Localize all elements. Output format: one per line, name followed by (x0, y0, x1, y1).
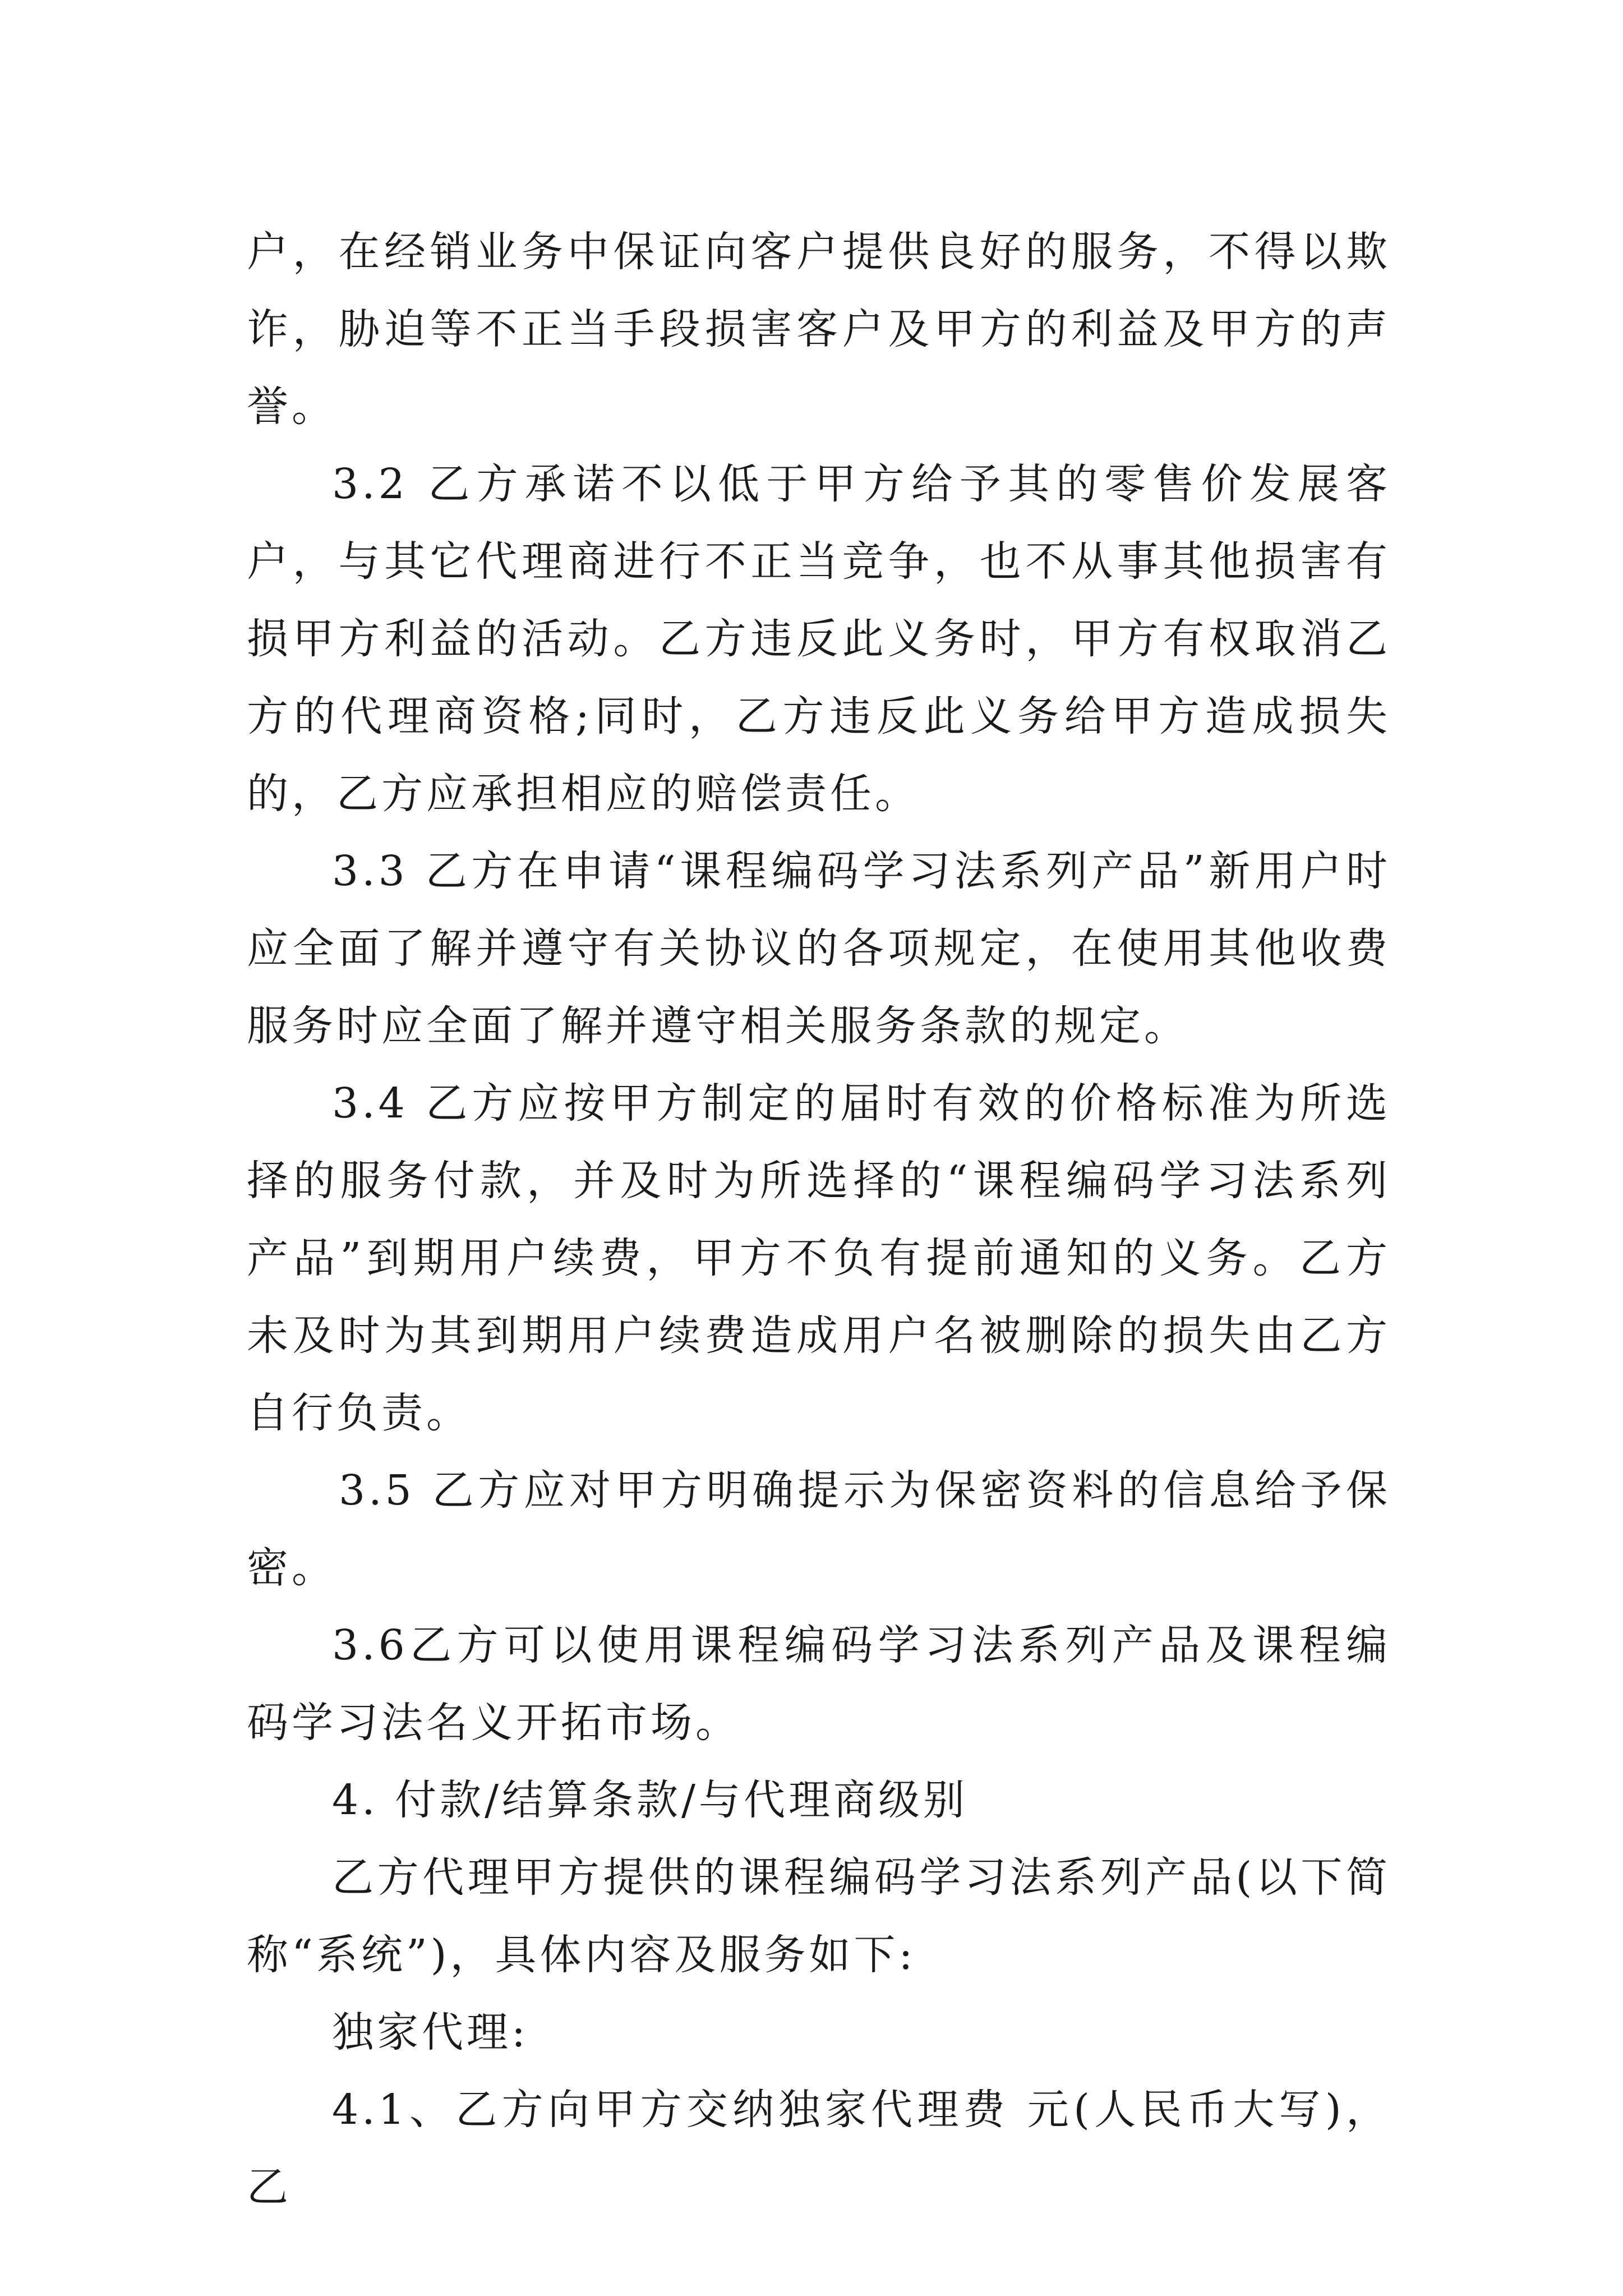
document-body (247, 213, 1391, 2226)
paragraph-clause-3-3: 3.3 乙方在申请“课程编码学习法系列产品”新用户时应全面了解并遵守有关协议的各项规定，在使用其他收费服务时应全面了解并遵守相关服务条款的规定。 (247, 847, 1391, 1050)
subheading-exclusive-agency: 独家代理: (332, 2008, 529, 2056)
paragraph-clause-3-6: 3.6乙方可以使用课程编码学习法系列产品及课程编码学习法名义开拓市场。 (247, 1621, 1391, 1747)
paragraph-section-4-intro: 乙方代理甲方提供的课程编码学习法系列产品(以下简称“系统”)，具体内容及服务如下: (247, 1853, 1391, 1979)
paragraph-clause-3-5: 3.5 乙方应对甲方明确提示为保密资料的信息给予保密。 (247, 1466, 1391, 1592)
paragraph-continuation: 户，在经销业务中保证向客户提供良好的服务，不得以欺诈，胁迫等不正当手段损害客户及甲方的利益及甲方的声誉。 (247, 228, 1391, 431)
paragraph-clause-3-2: 3.2 乙方承诺不以低于甲方给予其的零售价发展客户，与其它代理商进行不正当竞争，也不从事其他损害有损甲方利益的活动。乙方违反此义务时，甲方有权取消乙方的代理商资格;同时，乙方违反此义务给甲方造成损失的，乙方应承担相应的赔偿责任。 (247, 460, 1391, 818)
section-heading-4: 4. 付款/结算条款/与代理商级别 (332, 1776, 968, 1824)
paragraph-clause-3-4: 3.4 乙方应按甲方制定的届时有效的价格标准为所选择的服务付款，并及时为所选择的“课程编码学习法系列产品”到期用户续费，甲方不负有提前通知的义务。乙方未及时为其到期用户续费造成用户名被删除的损失由乙方自行负责。 (247, 1079, 1391, 1437)
paragraph-clause-4-1: 4.1、乙方向甲方交纳独家代理费 元(人民币大写)，乙 (247, 2086, 1391, 2211)
